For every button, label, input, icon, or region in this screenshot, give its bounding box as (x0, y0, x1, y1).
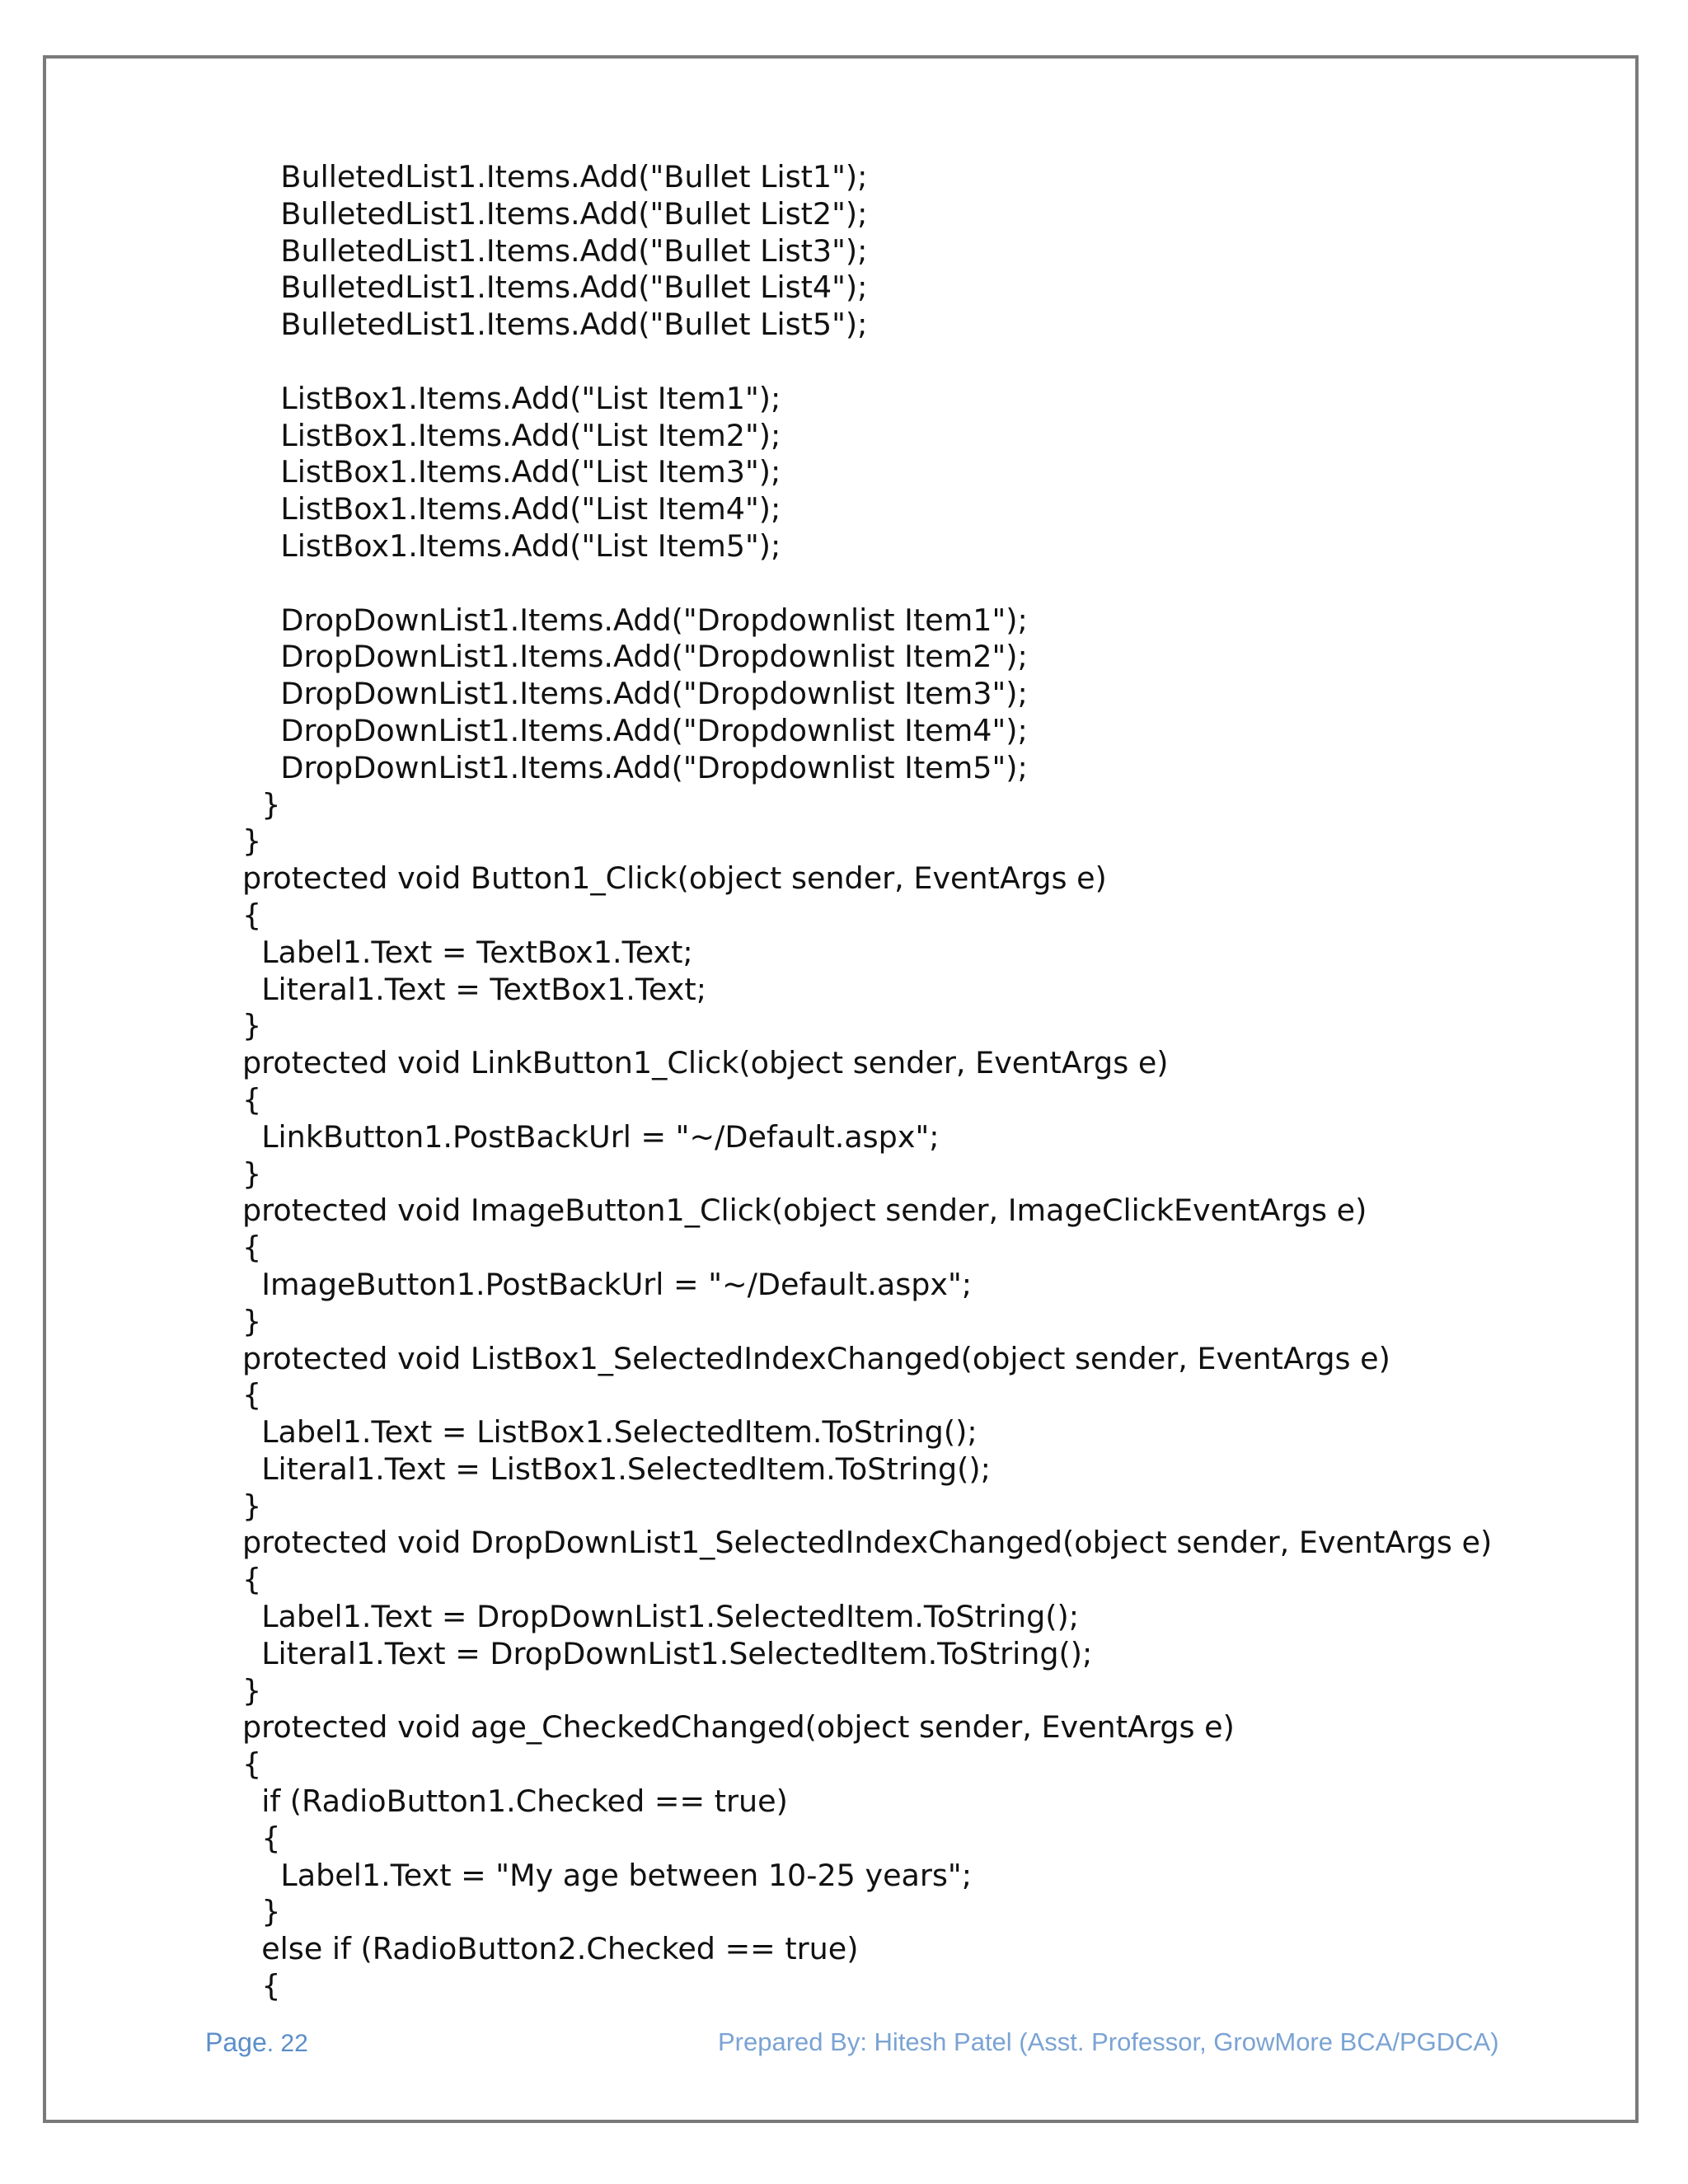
code-line: protected void ImageButton1_Click(object sender, ImageClickEventArgs e) (242, 1193, 1367, 1229)
code-line: { (242, 1377, 262, 1413)
page-number-value: . 22 (266, 2030, 308, 2057)
code-line: Label1.Text = DropDownList1.SelectedItem.ToString(); (242, 1599, 1080, 1635)
code-line: { (242, 1230, 262, 1266)
code-line: } (242, 1303, 262, 1339)
code-line: DropDownList1.Items.Add("Dropdownlist Item5"); (242, 749, 1028, 785)
code-line: DropDownList1.Items.Add("Dropdownlist Item4"); (242, 712, 1028, 748)
code-line: Literal1.Text = ListBox1.SelectedItem.ToString(); (242, 1451, 991, 1487)
code-line: ListBox1.Items.Add("List Item3"); (242, 454, 781, 490)
code-line: Literal1.Text = TextBox1.Text; (242, 971, 707, 1007)
code-line: if (RadioButton1.Checked == true) (242, 1783, 788, 1820)
code-line: { (242, 1820, 281, 1856)
code-listing (242, 159, 1492, 2005)
code-line: } (242, 823, 262, 860)
code-line: } (242, 1672, 262, 1708)
code-line: } (242, 1155, 262, 1192)
code-line: LinkButton1.PostBackUrl = "~/Default.aspx"; (242, 1118, 940, 1155)
code-line: ListBox1.Items.Add("List Item5"); (242, 527, 781, 564)
code-line: Literal1.Text = DropDownList1.SelectedItem.ToString(); (242, 1635, 1093, 1671)
code-line: BulletedList1.Items.Add("Bullet List3"); (242, 232, 868, 269)
code-line: ListBox1.Items.Add("List Item1"); (242, 380, 781, 416)
code-line: { (242, 1968, 281, 2004)
code-line: protected void Button1_Click(object sender, EventArgs e) (242, 860, 1107, 897)
page-number (205, 2027, 308, 2058)
code-line (242, 565, 1492, 602)
code-line: else if (RadioButton2.Checked == true) (242, 1931, 859, 1967)
code-line: } (242, 1008, 262, 1044)
code-line: Label1.Text = ListBox1.SelectedItem.ToString(); (242, 1414, 978, 1451)
author-credit: Prepared By: Hitesh Patel (Asst. Professor, GrowMore BCA/PGDCA) (718, 2027, 1499, 2056)
code-line: { (242, 1562, 262, 1598)
code-line: } (242, 1488, 262, 1524)
code-line: DropDownList1.Items.Add("Dropdownlist Item2"); (242, 639, 1028, 675)
code-line: protected void LinkButton1_Click(object sender, EventArgs e) (242, 1045, 1169, 1081)
code-line: protected void age_CheckedChanged(object sender, EventArgs e) (242, 1709, 1235, 1746)
code-line: DropDownList1.Items.Add("Dropdownlist Item1"); (242, 602, 1028, 638)
code-line: DropDownList1.Items.Add("Dropdownlist Item3"); (242, 676, 1028, 712)
code-line: BulletedList1.Items.Add("Bullet List5"); (242, 307, 868, 343)
code-line: BulletedList1.Items.Add("Bullet List2"); (242, 195, 868, 232)
code-line: { (242, 1081, 262, 1118)
code-line: } (242, 1894, 281, 1930)
code-line (242, 344, 1492, 381)
code-line: { (242, 897, 262, 933)
code-line: Label1.Text = "My age between 10-25 years"; (242, 1857, 973, 1893)
code-line: protected void DropDownList1_SelectedIndexChanged(object sender, EventArgs e) (242, 1525, 1493, 1561)
code-line: ListBox1.Items.Add("List Item4"); (242, 491, 781, 527)
code-line: BulletedList1.Items.Add("Bullet List4"); (242, 269, 868, 306)
page-label: Page (205, 2027, 267, 2057)
code-line: BulletedList1.Items.Add("Bullet List1"); (242, 159, 868, 194)
code-line: ImageButton1.PostBackUrl = "~/Default.aspx"; (242, 1266, 973, 1302)
code-line: ListBox1.Items.Add("List Item2"); (242, 417, 781, 453)
code-line: Label1.Text = TextBox1.Text; (242, 934, 693, 970)
code-line: } (242, 786, 281, 823)
code-line: protected void ListBox1_SelectedIndexChanged(object sender, EventArgs e) (242, 1340, 1390, 1376)
code-line: { (242, 1746, 262, 1783)
